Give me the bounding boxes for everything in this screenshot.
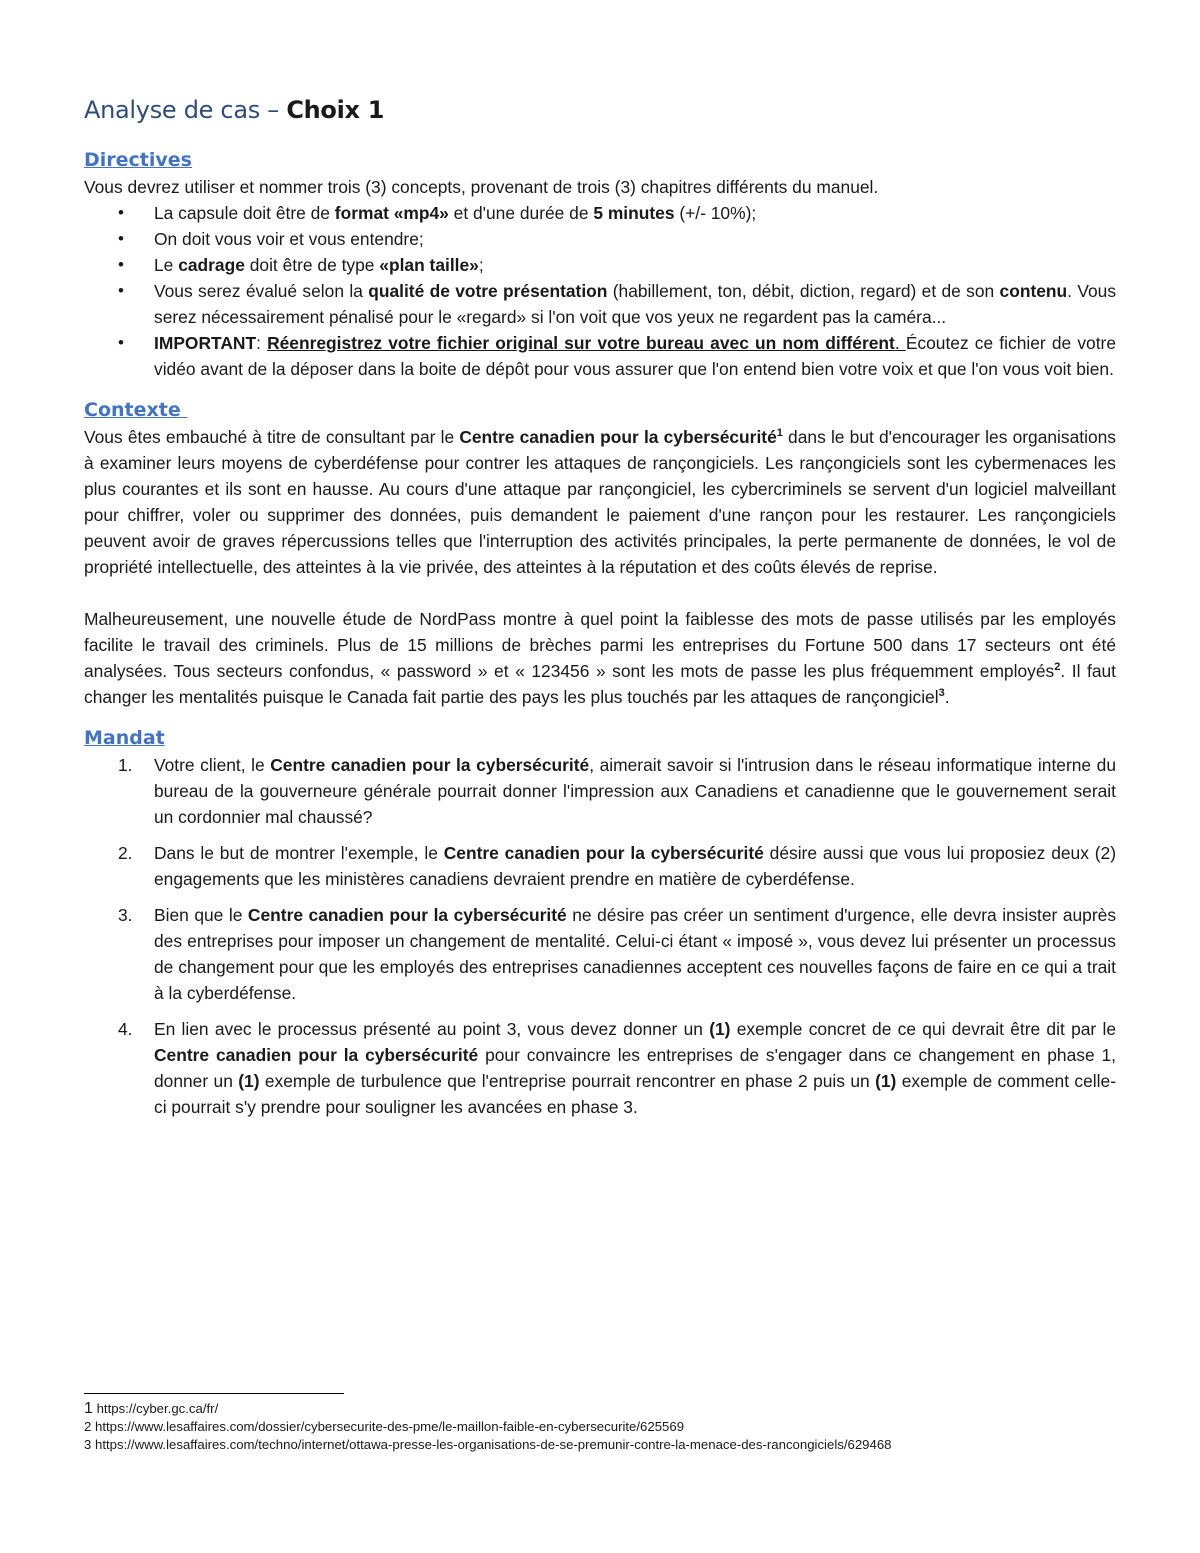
footnote-separator <box>84 1393 344 1394</box>
footnote-ref-3[interactable]: 3 <box>938 687 945 700</box>
footnote-ref-2[interactable]: 2 <box>1054 661 1061 674</box>
contexte-paragraph-1: Vous êtes embauché à titre de consultant par le Centre canadien pour la cybersécurité$^1$ dans le but d'encourager les organisations à examiner leurs moyens de cyberdéfense pour contrer les attaques de rançongiciels. Les rançongiciels sont les cybermenaces les plus courantes et ils sont en hausse. Au cours d'une attaque par rançongiciel, les cybercriminels se servent d'un logiciel malveillant pour chiffrer, voler ou supprimer des données, puis demandent le paiement d'une rançon pour les restaurer. Les rançongiciels peuvent avoir de graves répercussions telles que l'interruption des activités principales, la perte permanente de données, le vol de propriété intellectuelle, des atteintes à la vie privée, des atteintes à la réputation et des coûts élevés de reprise. <box>84 427 1117 577</box>
directives-heading: Directives <box>84 149 192 171</box>
document-title: Analyse de cas – Choix 1 <box>84 96 385 124</box>
footnote-1: 1 https://cyber.gc.ca/fr/ <box>84 1400 219 1417</box>
bullet-icon: • <box>118 229 124 248</box>
bullet-icon: • <box>118 333 124 352</box>
list-item: 2. Dans le but de montrer l'exemple, le Centre canadien pour la cybersécurité désire aussi que vous lui proposiez deux (2) engagements que les ministères canadiens devraient prendre en matière de cyberdéfense. <box>118 843 1117 889</box>
list-item: • La capsule doit être de format «mp4» et d'une durée de 5 minutes (+/- 10%); <box>154 200 1116 226</box>
directives-list <box>84 200 1116 382</box>
mandat-list <box>84 752 1116 1120</box>
footnote-link[interactable]: https://cyber.gc.ca/fr/ <box>92 1401 219 1416</box>
directives-intro: Vous devrez utiliser et nommer trois (3) concepts, provenant de trois (3) chapitres différents du manuel. <box>84 177 879 197</box>
footnotes <box>84 1393 1124 1454</box>
contexte-paragraph-2: Malheureusement, une nouvelle étude de NordPass montre à quel point la faiblesse des mots de passe utilisés par les employés facilite le travail des criminels. Plus de 15 millions de brèches parmi les entreprises du Fortune 500 dans 17 secteurs ont été analysées. Tous secteurs confondus, « password » et « 123456 » sont les mots de passe les plus fréquemment employés$^2$. Il faut changer les mentalités puisque le Canada fait partie des pays les plus touchés par les attaques de rançongiciel$^3$. <box>84 609 1116 707</box>
bullet-icon: • <box>118 281 124 300</box>
bullet-icon: • <box>118 255 124 274</box>
mandat-heading: Mandat <box>84 727 165 749</box>
list-item: • IMPORTANT: Réenregistrez votre fichier original sur votre bureau avec un nom différent. Écoutez ce fichier de votre vidéo avant de la déposer dans la boite de dépôt pour vous assurer que l'on entend bien votre voix et que l'on vous voit bien. <box>154 330 1116 382</box>
list-item: 4. En lien avec le processus présenté au point 3, vous devez donner un (1) exemple concret de ce qui devrait être dit par le Centre canadien pour la cybersécurité pour convaincre les entreprises de s'engager dans ce changement en phase 1, donner un (1) exemple de turbulence que l'entreprise pourrait rencontrer en phase 2 puis un (1) exemple de comment celle-ci pourrait s'y prendre pour souligner les avancées en phase 3. <box>118 1019 1117 1117</box>
footnote-link[interactable]: https://www.lesaffaires.com/techno/internet/ottawa-presse-les-organisations-de-se-premunir-contre-la-menace-des-rancongiciels/629468 <box>91 1437 892 1452</box>
document-page <box>84 96 1116 1130</box>
list-item: • Vous serez évalué selon la qualité de votre présentation (habillement, ton, débit, diction, regard) et de son contenu. Vous serez nécessairement pénalisé pour le «regard» si l'on voit que vos yeux ne regardent pas la caméra... <box>154 278 1116 330</box>
contexte-heading: Contexte <box>84 399 188 421</box>
footnote-ref-1[interactable]: 1 <box>776 427 783 440</box>
footnote-3: 3 https://www.lesaffaires.com/techno/internet/ottawa-presse-les-organisations-de-se-premunir-contre-la-menace-des-rancongiciels/629468 <box>84 1437 892 1452</box>
footnote-2: 2 https://www.lesaffaires.com/dossier/cybersecurite-des-pme/le-maillon-faible-en-cybersecurite/625569 <box>84 1419 685 1434</box>
footnote-link[interactable]: https://www.lesaffaires.com/dossier/cybersecurite-des-pme/le-maillon-faible-en-cybersecurite/625569 <box>91 1419 685 1434</box>
bullet-icon: • <box>118 203 124 222</box>
list-item: • Le cadrage doit être de type «plan taille»; <box>154 252 1116 278</box>
list-item: 1. Votre client, le Centre canadien pour la cybersécurité, aimerait savoir si l'intrusion dans le réseau informatique interne du bureau de la gouverneure générale pourrait donner l'impression aux Canadiens et canadienne que le gouvernement serait un cordonnier mal chaussé? <box>118 755 1116 827</box>
list-item: 3. Bien que le Centre canadien pour la cybersécurité ne désire pas créer un sentiment d'urgence, elle devra insister auprès des entreprises pour imposer un changement de mentalité. Celui-ci étant « imposé », vous devez lui présenter un processus de changement pour que les employés des entreprises canadiennes acceptent ces nouvelles façons de faire en ce qui a trait à la cyberdéfense. <box>118 905 1117 1003</box>
list-item: • On doit vous voir et vous entendre; <box>154 226 1116 252</box>
